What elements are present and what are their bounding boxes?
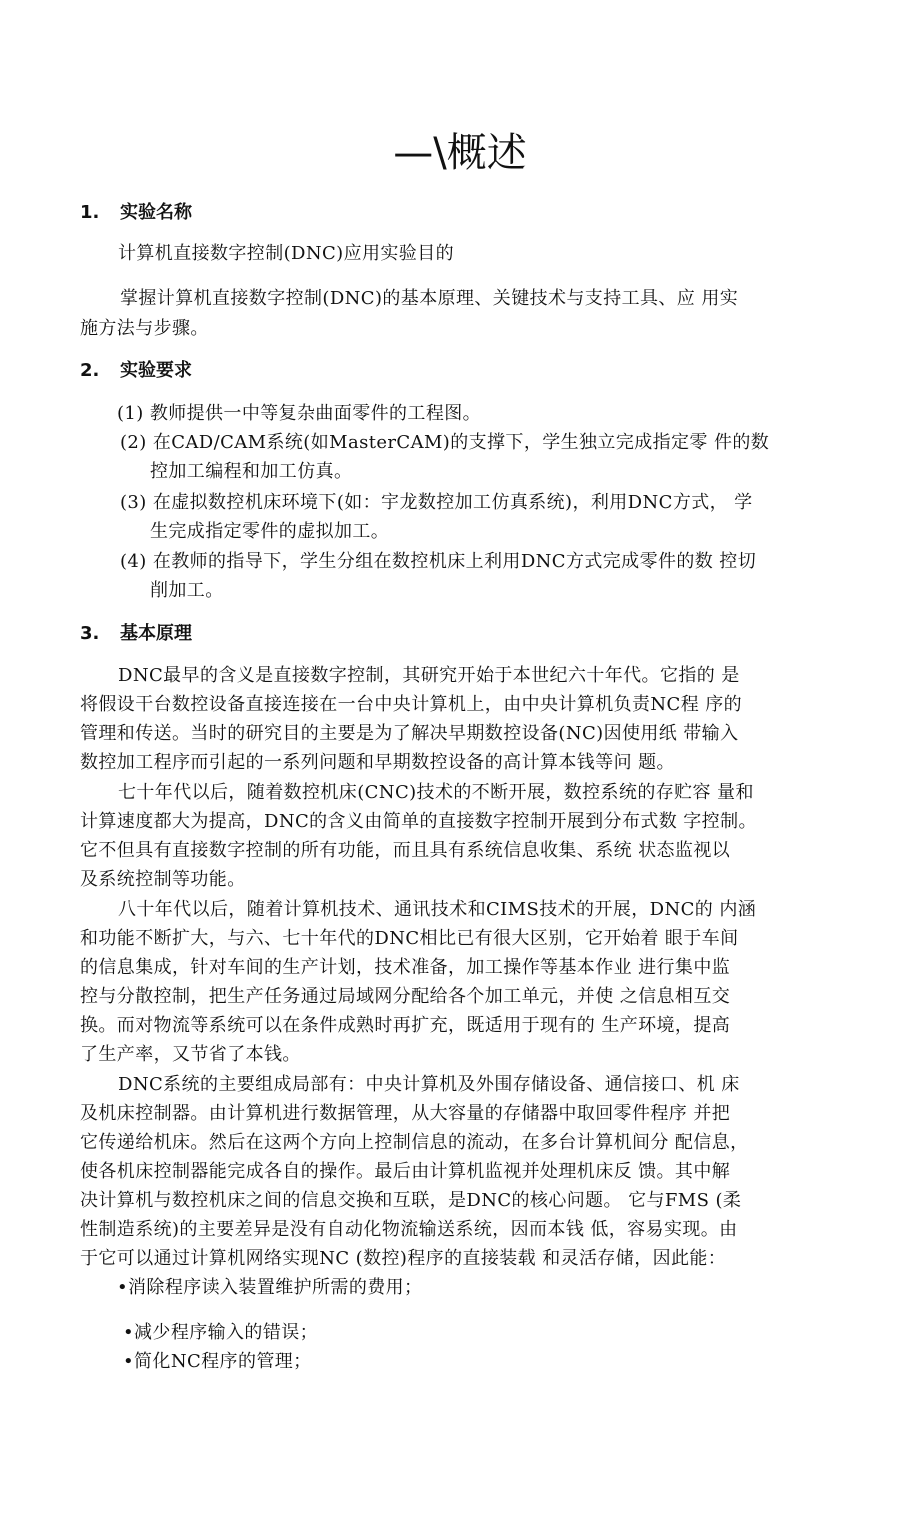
paragraph-line: 施方法与步骤。 [80, 318, 209, 339]
requirement-item-3-cont: 生完成指定零件的虚拟加工。 [150, 521, 390, 542]
paragraph-line: 计算机直接数字控制(DNC)应用实验目的 [118, 243, 454, 264]
section-title: 基本原理 [120, 623, 192, 644]
page-title: —\概述 [393, 130, 527, 176]
paragraph-line: 控与分散控制，把生产任务通过局域网分配给各个加工单元，并使 之信息相互交 [80, 986, 731, 1007]
paragraph-line: 和功能不断扩大，与六、七十年代的DNC相比已有很大区别，它开始着 眼于车间 [80, 928, 739, 949]
paragraph-line: 及系统控制等功能。 [80, 869, 246, 890]
paragraph-line: 换。而对物流等系统可以在条件成熟时再扩充，既适用于现有的 生产环境，提高 [80, 1015, 731, 1036]
section-heading-2 [80, 359, 192, 383]
paragraph-line: 了生产率，又节省了本钱。 [80, 1044, 301, 1065]
paragraph-line: 它传递给机床。然后在这两个方向上控制信息的流动，在多台计算机间分 配信息， [80, 1132, 749, 1153]
paragraph-line: 掌握计算机直接数字控制(DNC)的基本原理、关键技术与支持工具、应 用实 [120, 288, 739, 309]
paragraph-line: 管理和传送。当时的研究目的主要是为了解决早期数控设备(NC)因使用纸 带输入 [80, 723, 739, 744]
requirement-item-4: (4) 在教师的指导下，学生分组在数控机床上利用DNC方式完成零件的数 控切 [120, 551, 757, 572]
paragraph-line: 将假设干台数控设备直接连接在一台中央计算机上，由中央计算机负责NC程 序的 [80, 694, 743, 715]
paragraph-line: 八十年代以后，随着计算机技术、通讯技术和CIMS技术的开展，DNC的 内涵 [118, 899, 757, 920]
paragraph-line: DNC最早的含义是直接数字控制，其研究开始于本世纪六十年代。它指的 是 [118, 665, 740, 686]
bullet-item: •减少程序输入的错误； [123, 1322, 319, 1343]
requirement-item-3: (3) 在虚拟数控机床环境下(如：宇龙数控加工仿真系统)，利用DNC方式， 学 [120, 492, 753, 513]
section-number: 3. [80, 623, 100, 644]
paragraph-line: DNC系统的主要组成局部有：中央计算机及外围存储设备、通信接口、机 床 [118, 1074, 740, 1095]
paragraph-line: 决计算机与数控机床之间的信息交换和互联，是DNC的核心问题。 它与FMS (柔 [80, 1190, 742, 1211]
paragraph-line: 数控加工程序而引起的一系列问题和早期数控设备的高计算本钱等问 题。 [80, 752, 675, 773]
section-heading-3 [80, 622, 192, 646]
paragraph-line: 及机床控制器。由计算机进行数据管理，从大容量的存储器中取回零件程序 并把 [80, 1103, 731, 1124]
paragraph-line: 计算速度都大为提高，DNC的含义由简单的直接数字控制开展到分布式数 字控制。 [80, 811, 757, 832]
requirement-item-2-cont: 控加工编程和加工仿真。 [150, 461, 353, 482]
requirement-item-4-cont: 削加工。 [150, 580, 224, 601]
section-number: 2. [80, 360, 100, 381]
paragraph-line: 它不但具有直接数字控制的所有功能，而且具有系统信息收集、系统 状态监视以 [80, 840, 731, 861]
paragraph-line: 使各机床控制器能完成各自的操作。最后由计算机监视并处理机床反 馈。其中解 [80, 1161, 731, 1182]
section-title: 实验要求 [120, 360, 192, 381]
section-number: 1. [80, 202, 100, 223]
paragraph-line: 于它可以通过计算机网络实现NC (数控)程序的直接装载 和灵活存储，因此能： [80, 1248, 727, 1269]
paragraph-line: 性制造系统)的主要差异是没有自动化物流输送系统，因而本钱 低，容易实现。由 [80, 1219, 738, 1240]
bullet-item: •消除程序读入装置维护所需的费用； [117, 1277, 423, 1298]
bullet-item: •简化NC程序的管理； [123, 1351, 312, 1372]
requirement-item-2: (2) 在CAD/CAM系统(如MasterCAM)的支撑下，学生独立完成指定零 件的数 [120, 432, 770, 453]
section-heading-1 [80, 201, 192, 225]
requirement-item-1: (1) 教师提供一中等复杂曲面零件的工程图。 [117, 403, 482, 424]
paragraph-line: 的信息集成，针对车间的生产计划，技术准备，加工操作等基本作业 进行集中监 [80, 957, 731, 978]
section-title: 实验名称 [120, 202, 192, 223]
paragraph-line: 七十年代以后，随着数控机床(CNC)技术的不断开展，数控系统的存贮容 量和 [118, 782, 754, 803]
